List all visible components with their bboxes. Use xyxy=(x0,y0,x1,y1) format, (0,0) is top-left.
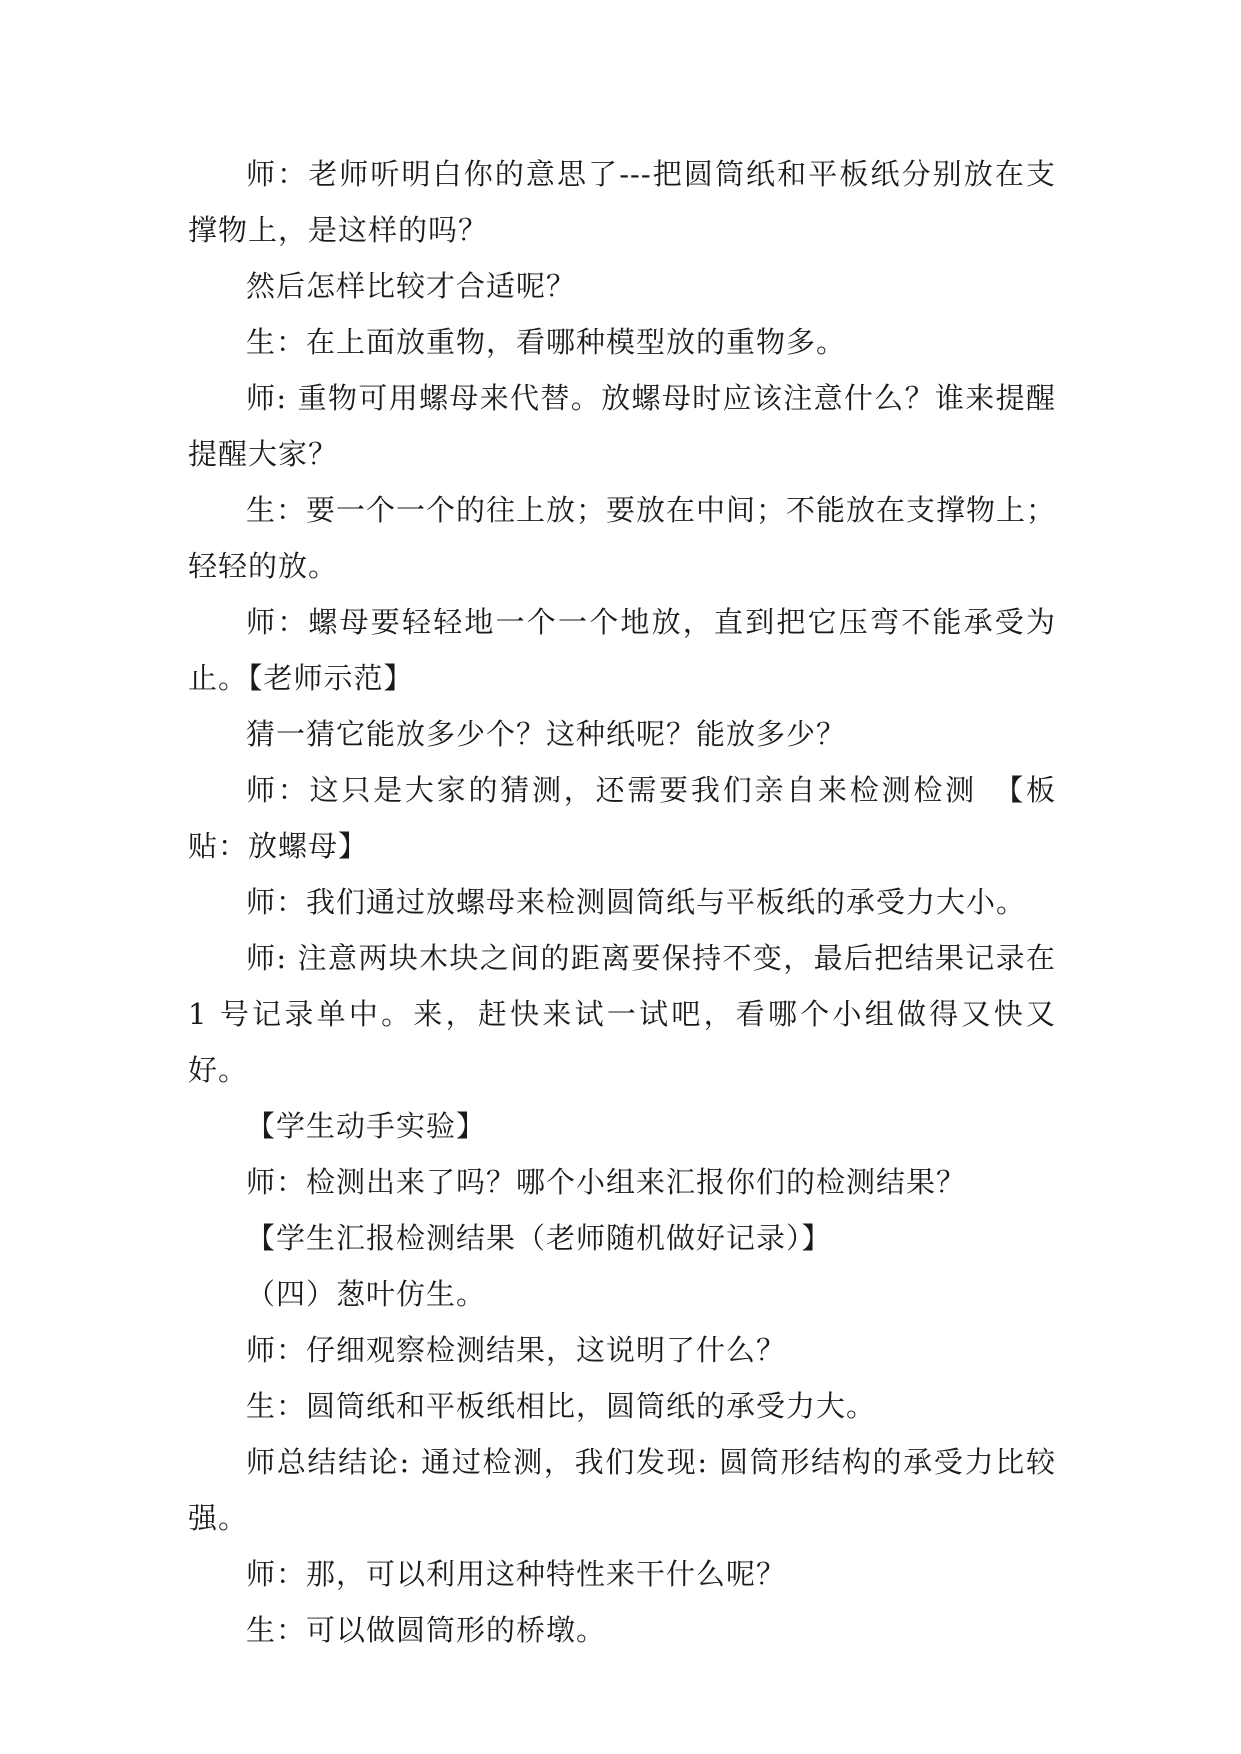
paragraph: 师：检测出来了吗？哪个小组来汇报你们的检测结果？ xyxy=(246,1165,967,1199)
paragraph: 生：可以做圆筒形的桥墩。 xyxy=(246,1613,607,1647)
paragraph: 师：螺母要轻轻地一个一个地放，直到把它压弯不能承受为止。【老师示范】 xyxy=(188,605,1056,695)
paragraph: 师：老师听明白你的意思了---把圆筒纸和平板纸分别放在支撑物上，是这样的吗？ xyxy=(188,157,1056,247)
paragraph: 生：在上面放重物，看哪种模型放的重物多。 xyxy=(246,325,847,359)
paragraph: 师：这只是大家的猜测，还需要我们亲自来检测检测 【板贴：放螺母】 xyxy=(188,773,1056,863)
paragraph: 师总结结论: 通过检测，我们发现: 圆筒形结构的承受力比较强。 xyxy=(188,1445,1056,1535)
document-body xyxy=(188,146,1056,1658)
paragraph: 师：那，可以利用这种特性来干什么呢？ xyxy=(246,1557,787,1591)
paragraph: 【学生汇报检测结果（老师随机做好记录）】 xyxy=(246,1221,832,1255)
paragraph: 然后怎样比较才合适呢？ xyxy=(246,269,577,303)
paragraph: 师: 注意两块木块之间的距离要保持不变，最后把结果记录在 1 号记录单中。来，赶快来试一试吧，看哪个小组做得又快又好。 xyxy=(188,941,1056,1087)
paragraph: （四）葱叶仿生。 xyxy=(246,1277,487,1311)
paragraph: 生：要一个一个的往上放；要放在中间；不能放在支撑物上；轻轻的放。 xyxy=(188,493,1057,583)
paragraph: 【学生动手实验】 xyxy=(246,1109,487,1143)
paragraph: 师：仔细观察检测结果，这说明了什么？ xyxy=(246,1333,787,1367)
paragraph: 生：圆筒纸和平板纸相比，圆筒纸的承受力大。 xyxy=(246,1389,877,1423)
paragraph: 师: 重物可用螺母来代替。放螺母时应该注意什么？谁来提醒提醒大家？ xyxy=(188,381,1056,471)
paragraph: 猜一猜它能放多少个？这种纸呢？能放多少？ xyxy=(246,717,847,751)
paragraph: 师：我们通过放螺母来检测圆筒纸与平板纸的承受力大小。 xyxy=(246,885,1027,919)
